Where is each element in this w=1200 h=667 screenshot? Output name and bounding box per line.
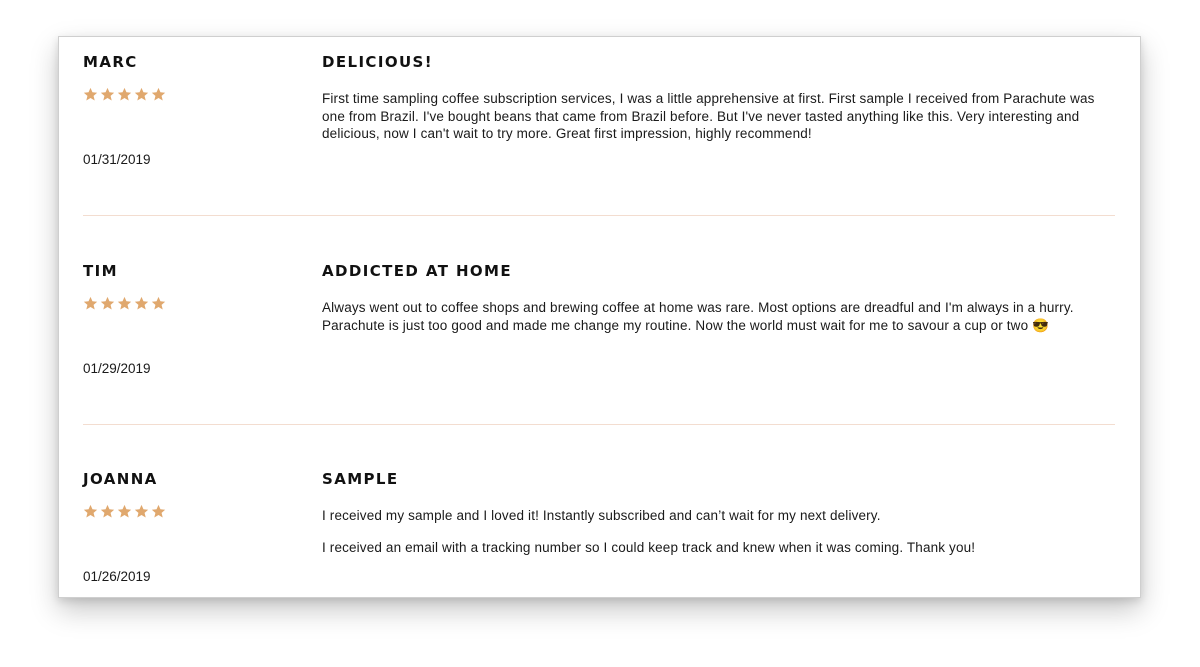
review-author: MARC — [83, 53, 138, 71]
star-icon — [117, 296, 132, 311]
review-body — [322, 90, 1112, 157]
review-title: SAMPLE — [322, 470, 399, 488]
star-icon — [134, 296, 149, 311]
review-paragraph: I received my sample and I loved it! Instantly subscribed and can’t wait for my next delivery. — [322, 508, 881, 523]
review-date: 01/26/2019 — [83, 569, 151, 584]
review-author: JOANNA — [83, 470, 158, 488]
star-icon — [100, 296, 115, 311]
star-icon — [83, 87, 98, 102]
star-rating — [83, 296, 166, 311]
star-icon — [117, 504, 132, 519]
review-item — [83, 470, 1115, 598]
review-date: 01/31/2019 — [83, 152, 151, 167]
star-icon — [134, 504, 149, 519]
review-date: 01/29/2019 — [83, 361, 151, 376]
review-paragraph: Always went out to coffee shops and brewing coffee at home was rare. Most options are dreadful and I'm always in a hurry. Parachute is just too good and made me change my routine. Now the world must wait for me to savour a cup or two 😎 — [322, 300, 1074, 333]
star-icon — [100, 87, 115, 102]
reviews-panel — [58, 36, 1141, 598]
review-item — [83, 262, 1115, 442]
star-icon — [83, 504, 98, 519]
star-icon — [151, 296, 166, 311]
star-rating — [83, 87, 166, 102]
review-divider — [83, 424, 1115, 425]
star-icon — [100, 504, 115, 519]
review-author: TIM — [83, 262, 118, 280]
review-item — [83, 53, 1115, 233]
review-divider — [83, 215, 1115, 216]
star-icon — [134, 87, 149, 102]
star-icon — [83, 296, 98, 311]
review-body — [322, 299, 1112, 348]
star-icon — [151, 87, 166, 102]
review-title: DELICIOUS! — [322, 53, 434, 71]
star-icon — [151, 504, 166, 519]
review-body — [322, 507, 1112, 570]
star-icon — [117, 87, 132, 102]
star-rating — [83, 504, 166, 519]
review-title: ADDICTED AT HOME — [322, 262, 513, 280]
review-paragraph: I received an email with a tracking number so I could keep track and knew when it was coming. Thank you! — [322, 539, 976, 555]
review-paragraph: First time sampling coffee subscription services, I was a little apprehensive at first. First sample I received from Parachute was one from Brazil. I've bought beans that came from Brazil before. But I've never tasted anything like this. Very interesting and delicious, now I can't wait to try more. Great first impression, highly recommend! — [322, 91, 1095, 141]
